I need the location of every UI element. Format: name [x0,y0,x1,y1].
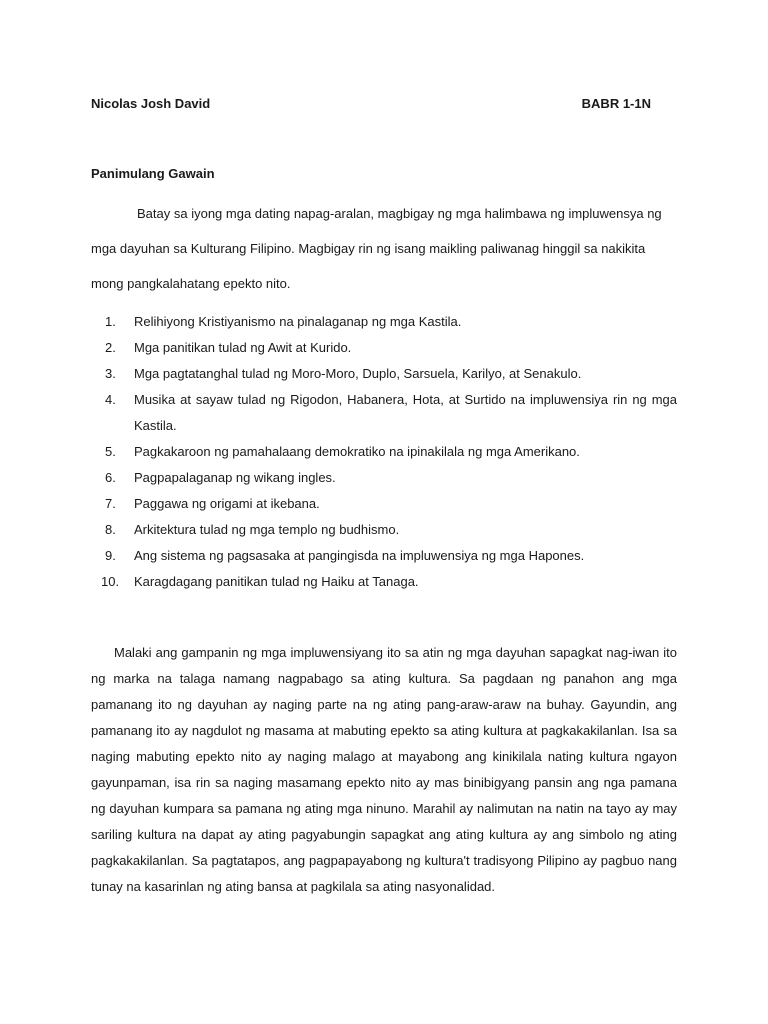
list-item [91,335,677,361]
list-item-number: 1. [105,314,116,329]
list-item [91,465,677,491]
answer-list [91,309,677,595]
list-item [91,543,677,569]
section-title: Panimulang Gawain [91,166,215,181]
list-item-number: 10. [101,574,120,589]
list-item-text: Mga panitikan tulad ng Awit at Kurido. [134,340,352,355]
list-item-text: Ang sistema ng pagsasaka at pangingisda na impluwensiya ng mga Hapones. [134,548,585,563]
list-item-text: Karagdagang panitikan tulad ng Haiku at Tanaga. [134,574,419,589]
student-section: BABR 1-1N [581,96,651,111]
list-item [91,517,677,543]
document-header [91,96,651,116]
list-item-number: 3. [105,366,116,381]
list-item-number: 8. [105,522,116,537]
list-item [91,439,677,465]
student-name: Nicolas Josh David [91,96,211,111]
essay-paragraph: Malaki ang gampanin ng mga impluwensiyang ito sa atin ng mga dayuhan sapagkat nag-iwan ito ng marka na talaga namang nagpabago sa ating kultura. Sa pagdaan ng panahon ang mga pamanang ito ng dayuhan ay naging parte na ng ating pang-araw-araw na buhay. Gayundin, ang pamanang ito ay nagdulot ng masama at mabuting epekto sa ating kultura at pagkakakilanlan. Isa sa naging mabuting epekto nito ay naging malago at mayabong ang kinikilala nating kultura ngayon gayunpaman, isa rin sa naging masamang epekto nito ay mas binibigyang pansin ang nga pamana ng dayuhan kumpara sa pamana ng ating mga ninuno. Marahil ay nalimutan na natin na tayo ay may sariling kultura na dapat ay ating pagyabungin sapagkat ang ating kultura ay ang simbolo ng ating pagkakakilanlan. Sa pagtatapos, ang pagpapayabong ng kultura't tradisyong Pilipino ay pagbuo nang tunay na kasarinlan ng ating bansa at pagkilala sa ating nasyonalidad. [91,645,677,894]
list-item-number: 2. [105,340,116,355]
list-item-number: 4. [105,392,116,407]
list-item-number: 6. [105,470,116,485]
list-item [91,387,677,439]
list-item [91,309,677,335]
list-item [91,569,677,595]
list-item [91,491,677,517]
list-item-text: Pagpapalaganap ng wikang ingles. [134,470,336,485]
list-item-number: 5. [105,444,116,459]
list-item-text: Arkitektura tulad ng mga templo ng budhismo. [134,522,400,537]
list-item-text: Musika at sayaw tulad ng Rigodon, Habanera, Hota, at Surtido na impluwensiya rin ng mga Kastila. [134,392,677,433]
list-item-text: Mga pagtatanghal tulad ng Moro-Moro, Duplo, Sarsuela, Karilyo, at Senakulo. [134,366,582,381]
instructions-paragraph: Batay sa iyong mga dating napag-aralan, magbigay ng mga halimbawa ng impluwensya ng mga dayuhan sa Kulturang Filipino. Magbigay rin ng isang maikling paliwanag hinggil sa nakikita mong pangkalahatang epekto nito. [91,206,662,291]
list-item-text: Pagkakaroon ng pamahalaang demokratiko na ipinakilala ng mga Amerikano. [134,444,580,459]
list-item [91,361,677,387]
list-item-text: Relihiyong Kristiyanismo na pinalaganap ng mga Kastila. [134,314,462,329]
list-item-number: 9. [105,548,116,563]
list-item-text: Paggawa ng origami at ikebana. [134,496,320,511]
list-item-number: 7. [105,496,116,511]
